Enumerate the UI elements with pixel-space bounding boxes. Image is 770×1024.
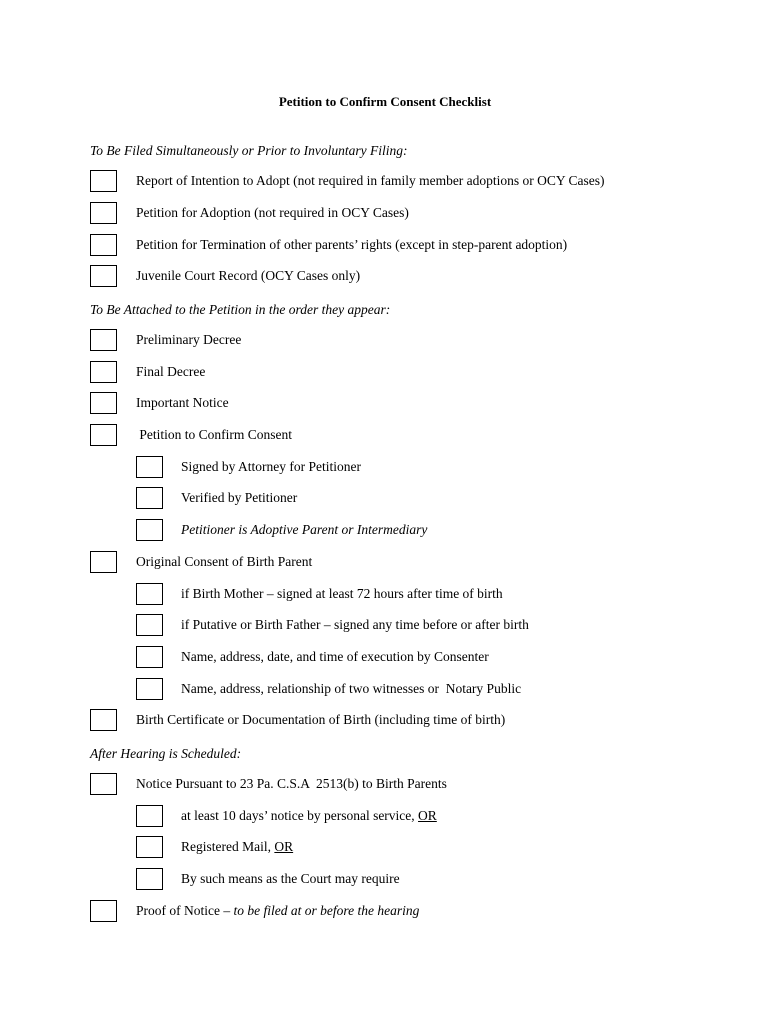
item-label: Important Notice — [136, 395, 229, 410]
item-label: Birth Certificate or Documentation of Birth (including time of birth) — [136, 712, 506, 727]
checklist-item[interactable] — [90, 392, 750, 418]
checkbox[interactable] — [136, 836, 163, 858]
subitem-text: at least 10 days’ notice by personal service, — [181, 808, 419, 823]
checkbox[interactable] — [136, 583, 163, 605]
section-heading: After Hearing is Scheduled: — [90, 746, 242, 761]
checklist-subitem[interactable] — [136, 805, 750, 831]
page-title: Petition to Confirm Consent Checklist — [278, 94, 492, 109]
item-emphasis: to be filed at or before the hearing — [233, 903, 420, 918]
checklist-subitem[interactable] — [136, 456, 750, 482]
checkbox[interactable] — [90, 900, 117, 922]
checklist-subitem[interactable] — [136, 487, 750, 513]
checklist-item[interactable] — [90, 361, 750, 387]
checkbox[interactable] — [136, 487, 163, 509]
item-label: Original Consent of Birth Parent — [136, 554, 313, 569]
subitem-label: Petitioner is Adoptive Parent or Intermediary — [181, 522, 428, 537]
checkbox[interactable] — [136, 805, 163, 827]
subitem-label — [181, 839, 293, 855]
checklist-subitem[interactable] — [136, 614, 750, 640]
subitem-label: Verified by Petitioner — [181, 490, 298, 505]
checklist-item[interactable] — [90, 170, 750, 196]
checkbox[interactable] — [136, 456, 163, 478]
checkbox[interactable] — [90, 361, 117, 383]
checkbox[interactable] — [90, 424, 117, 446]
checkbox[interactable] — [90, 392, 117, 414]
checklist-item[interactable] — [90, 265, 750, 291]
subitem-emphasis: OR — [274, 839, 294, 854]
item-label: Report of Intention to Adopt (not required in family member adoptions or OCY Cases) — [136, 173, 605, 188]
checkbox[interactable] — [136, 646, 163, 668]
item-label: Notice Pursuant to 23 Pa. C.S.A 2513(b) to Birth Parents — [136, 776, 447, 791]
checklist-item[interactable] — [90, 234, 750, 260]
subitem-label: if Putative or Birth Father – signed any time before or after birth — [181, 617, 529, 632]
subitem-label: Signed by Attorney for Petitioner — [181, 459, 361, 474]
checklist-subitem[interactable] — [136, 646, 750, 672]
subitem-label: if Birth Mother – signed at least 72 hours after time of birth — [181, 586, 503, 601]
checkbox[interactable] — [90, 709, 117, 731]
checklist-item[interactable] — [90, 709, 750, 735]
checklist-item[interactable] — [90, 329, 750, 355]
subitem-text: By such means as the Court may require — [181, 871, 400, 886]
subitem-text: Registered Mail, — [181, 839, 275, 854]
checklist-item[interactable] — [90, 202, 750, 228]
checkbox[interactable] — [90, 551, 117, 573]
item-label: Petition to Confirm Consent — [136, 427, 293, 442]
checklist-subitem[interactable] — [136, 519, 750, 545]
checkbox[interactable] — [136, 868, 163, 890]
subitem-label: Name, address, date, and time of execution by Consenter — [181, 649, 489, 664]
subitem-label: Name, address, relationship of two witnesses or Notary Public — [181, 681, 522, 696]
item-text: Proof of Notice – — [136, 903, 234, 918]
checklist-item[interactable] — [90, 900, 750, 926]
checklist-subitem[interactable] — [136, 868, 750, 894]
section-heading: To Be Attached to the Petition in the order they appear: — [90, 302, 391, 317]
item-label: Final Decree — [136, 364, 206, 379]
checkbox[interactable] — [90, 265, 117, 287]
checkbox[interactable] — [90, 773, 117, 795]
section-heading: To Be Filed Simultaneously or Prior to Involuntary Filing: — [90, 143, 408, 158]
checkbox[interactable] — [90, 234, 117, 256]
checkbox[interactable] — [136, 678, 163, 700]
checklist-subitem[interactable] — [136, 836, 750, 862]
checkbox[interactable] — [90, 329, 117, 351]
item-label: Petition for Adoption (not required in OCY Cases) — [136, 205, 409, 220]
subitem-label — [181, 871, 400, 887]
checklist-subitem[interactable] — [136, 678, 750, 704]
checklist-item[interactable] — [90, 424, 750, 450]
item-label — [136, 903, 419, 919]
item-label: Petition for Termination of other parents’ rights (except in step-parent adoption) — [136, 237, 568, 252]
checkbox[interactable] — [136, 519, 163, 541]
checklist-item[interactable] — [90, 551, 750, 577]
checkbox[interactable] — [136, 614, 163, 636]
subitem-label — [181, 808, 437, 824]
checkbox[interactable] — [90, 202, 117, 224]
checklist-item[interactable] — [90, 773, 750, 799]
checklist-subitem[interactable] — [136, 583, 750, 609]
subitem-emphasis: OR — [418, 808, 437, 823]
item-label: Juvenile Court Record (OCY Cases only) — [136, 268, 361, 283]
item-label: Preliminary Decree — [136, 332, 242, 347]
checkbox[interactable] — [90, 170, 117, 192]
